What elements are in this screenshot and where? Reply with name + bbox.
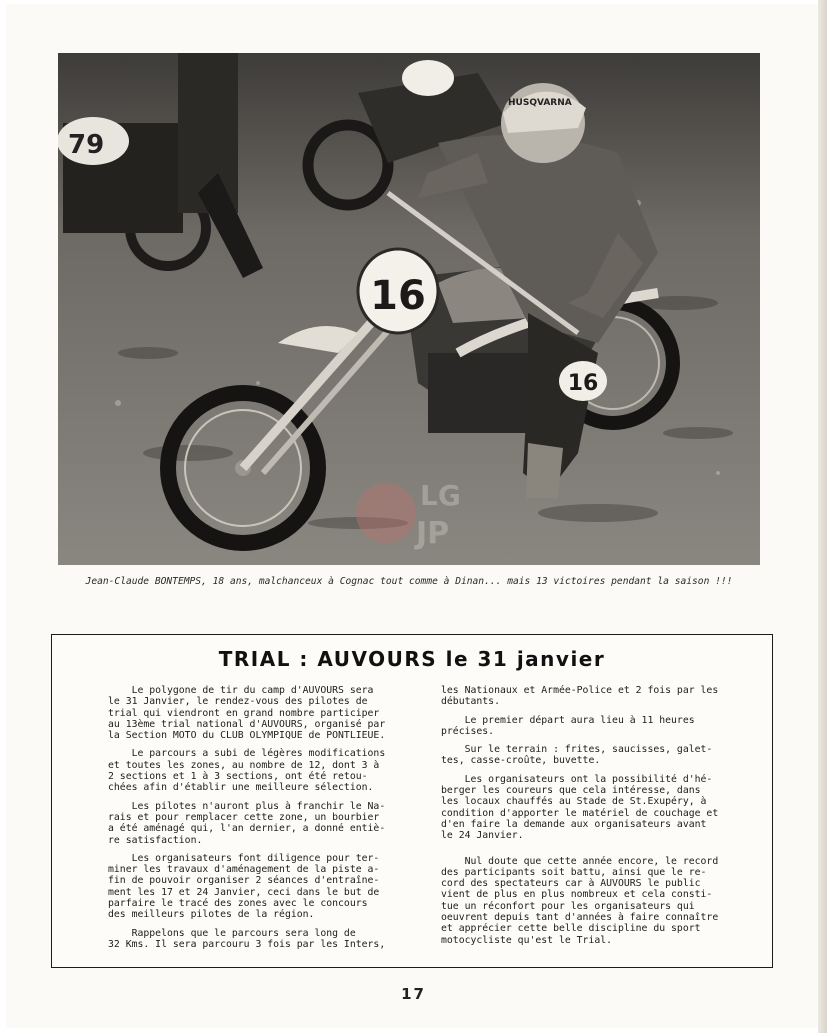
- front-number-plate: 16: [370, 273, 426, 319]
- paragraph: Les organisateurs font diligence pour ter- miner les travaux d'aménagement de la piste a- fin de pouvoir organiser 2 séances d'entraîne- ment les 17 et 24 Janvier, ceci dans le but de parfaire le tracé des zones avec le concours des meilleurs pilotes de la région.: [108, 852, 380, 921]
- paragraph: Rappelons que le parcours sera long de 32 Kms. Il sera parcouru 3 fois par les Inters,: [108, 927, 386, 950]
- watermark-line2: JP: [416, 516, 450, 551]
- article-column-left: [108, 685, 388, 957]
- paragraph: Les pilotes n'auront plus à franchir le Na- rais et pour remplacer cette zone, un bourbier a été aménagé qui, l'an dernier, a donné entiè- re satisfaction.: [108, 800, 386, 846]
- paragraph: Les organisateurs ont la possibilité d'hé- berger les coureurs que cela intéresse, dans les locaux chauffés au Stade de St.Exupéry, à condition d'apporter le matériel de couchage et d'en faire la demande aux organisateurs avant le 24 Janvier.: [441, 773, 719, 842]
- paragraph: Le polygone de tir du camp d'AUVOURS sera le 31 Janvier, le rendez-vous des pilotes de trial qui viendront en grand nombre participer au 13ème trial national d'AUVOURS, organisé par la Section MOTO du CLUB OLYMPIQUE de PONTLIEUE.: [108, 685, 386, 742]
- page-edge: [818, 0, 827, 1033]
- motocross-illustration: [58, 53, 760, 565]
- paragraph: Sur le terrain : frites, saucisses, galet- tes, casse-croûte, buvette.: [441, 744, 713, 767]
- article-column-right: [441, 685, 721, 953]
- watermark-line1: LG: [420, 479, 461, 512]
- photo-caption: Jean-Claude BONTEMPS, 18 ans, malchanceux à Cognac tout comme à Dinan... mais 13 victoires pendant la saison !!!: [85, 576, 733, 587]
- paragraph: Nul doute que cette année encore, le record des participants soit battu, ainsi que le re- cord des spectateurs car à AUVOURS le public vient de plus en plus nombreux et cela consti- tue un réconfort pour les organisateurs qui oeuvrent depuis tant d'années à faire connaître et apprécier cette belle discipline du sport motocycliste qu'est le Trial.: [441, 855, 719, 946]
- side-number-plate: 16: [567, 371, 599, 396]
- race-photo: [58, 53, 760, 565]
- number-plate-79: 79: [68, 130, 105, 160]
- paragraph: Le premier départ aura lieu à 11 heures précises.: [441, 714, 695, 737]
- page-number: 17: [401, 985, 426, 1003]
- paragraph: Le parcours a subi de légères modifications et toutes les zones, au nombre de 12, dont 3 à 2 sections et 1 à 3 sections, ont été retou- chées afin d'établir une meilleure sélection.: [108, 748, 386, 794]
- paragraph: les Nationaux et Armée-Police et 2 fois par les débutants.: [441, 685, 719, 708]
- helmet-logo-text: HUSQVARNA: [508, 98, 572, 108]
- article-title: TRIAL : AUVOURS le 31 janvier: [218, 647, 606, 671]
- article-box: [51, 634, 773, 968]
